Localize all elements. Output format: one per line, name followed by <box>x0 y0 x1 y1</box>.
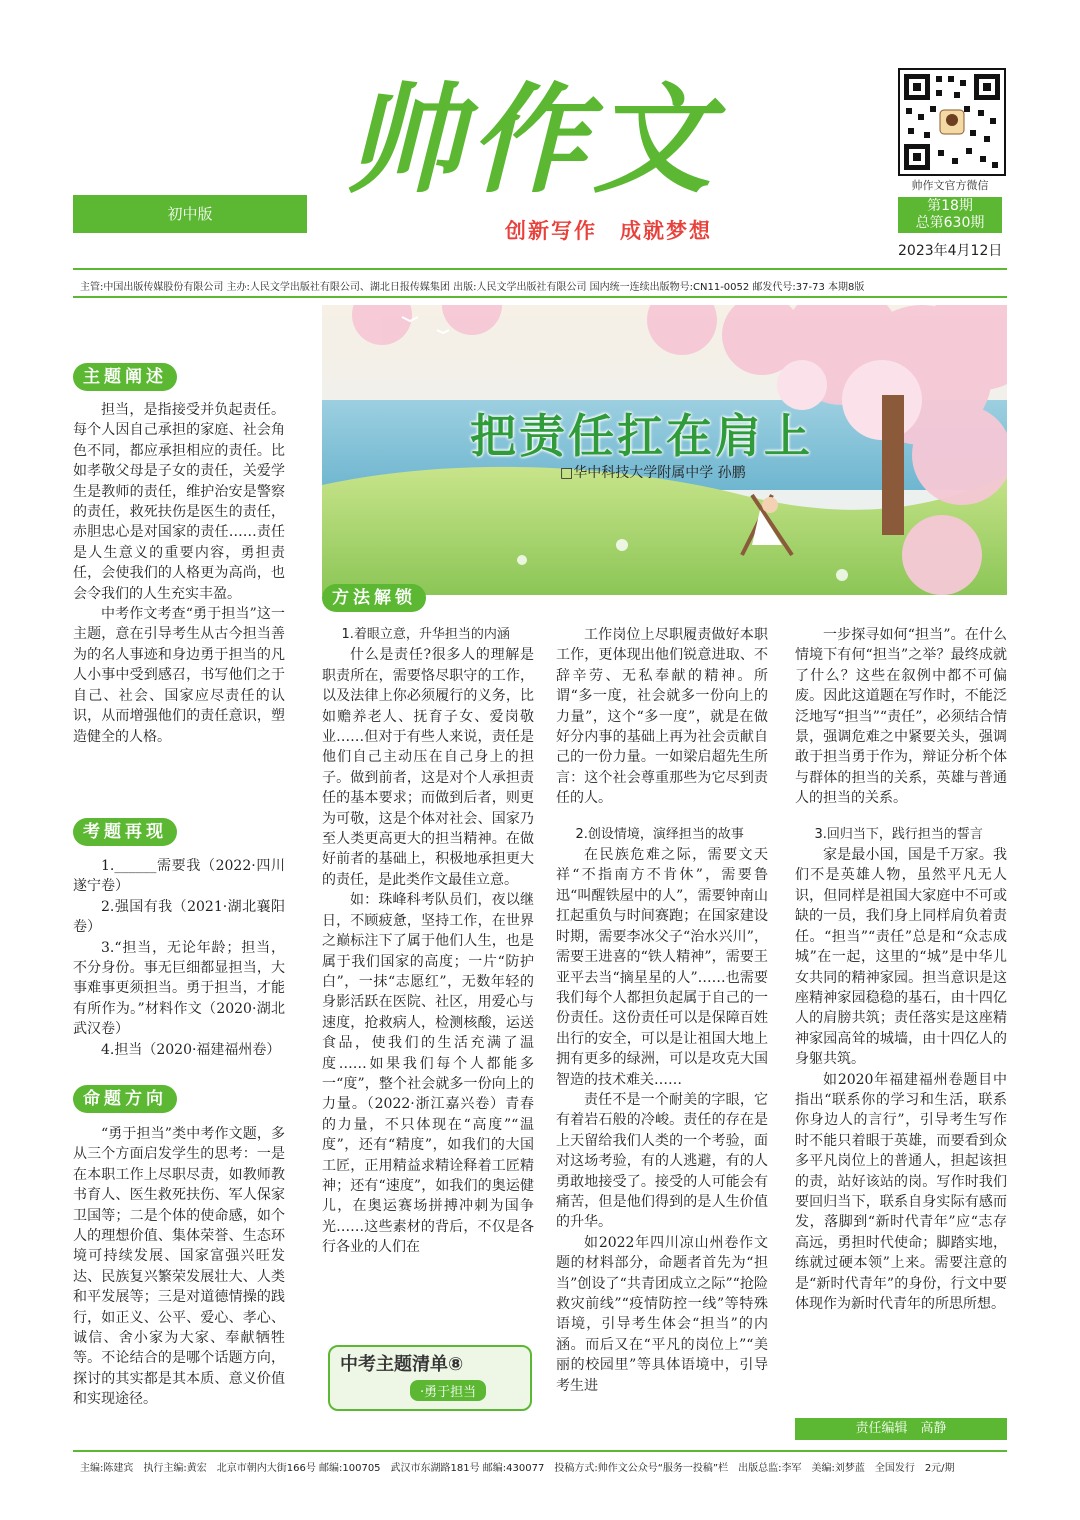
subheading-3: 3.回归当下，践行担当的誓言 <box>814 826 983 842</box>
theme-paragraph-1: 担当，是指接受并负起责任。每个人因自己承担的家庭、社会角色不同，都应承担相应的责任。比如孝敬父母是子女的责任，关爱学生是教师的责任，维护治安是警察的责任，救死扶伤是医生的责任，赤胆忠心是对国家的责任……责任是人生意义的重要内容，勇担责任，会使我们的人格更为高尚，也会令我们的人生充实丰盈。 <box>73 402 285 602</box>
publisher-info: 主管:中国出版传媒股份有限公司 主办:人民文学出版社有限公司、湖北日报传媒集团 出版:人民文学出版社有限公司 国内统一连续出版物号:CN11-0052 邮发代号:37-73 本期8版 <box>80 282 865 293</box>
spacer <box>556 809 768 825</box>
subheading-1: 1.着眼立意，升华担当的内涵 <box>341 627 510 642</box>
logo-text: 帅作文 <box>345 71 718 209</box>
method-paragraph-2: 如：珠峰科考队员们，夜以继日，不顾疲惫，坚持工作，在世界之巅标注下了属于他们人生，也是属于我们国家的高度；一片“防护白”，一抹“志愿红”，无数年轻的身影活跃在医院、社区，用爱心与速度，抢救病人，检测核酸，运送食品，使我们的生活充满了温度……如果我们每个人都能多一“度”，整个社会就多一份向上的力量。（2022·浙江嘉兴卷）青春的力量，不只体现在“高度”“温度”，还有“精度”，如我们的大国工匠，正用精益求精诠释着工匠精神；还有“速度”，如我们的奥运健儿，在奥运赛场拼搏冲刺为国争光……这些素材的背后，不仅是各行各业的人们在 <box>322 892 534 1256</box>
method-paragraph-6: 如2022年四川凉山州卷作文题的材料部分，命题者首先为“担当”创设了“共青团成立之际”“抢险救灾前线”“疫情防控一线”等特殊语境，引导考生体会“担当”的内涵。而后又在“平凡的岗位上”“美丽的校园里”等具体语境中，引导考生进 <box>556 1234 768 1394</box>
exam-list <box>73 856 285 1060</box>
method-paragraph-1: 什么是责任?很多人的理解是职责所在，需要恪尽职守的工作，以及法律上你必须履行的义务，比如赡养老人、抚育子女、爱岗敬业……但对于有些人来说，责任是他们自己主动压在自己身上的担子。做到前者，这是对个人承担责任的基本要求；而做到后者，则更为可敬，这是个体对社会、国家乃至人类更高更大的担当精神。在做好前者的基础上，积极地承担更大的责任，是此类作文最佳立意。 <box>322 647 534 888</box>
method-paragraph-3: 工作岗位上尽职履责做好本职工作，更体现出他们锐意进取、不辞辛劳、无私奉献的精神。所谓“多一度，社会就多一份向上的力量”，这个“多一度”，就是在做好分内事的基础上再为社会贡献自己的一份力量。一如梁启超先生所言：这个社会尊重那些为它尽到责任的人。 <box>556 627 768 807</box>
exam-item-3: 3.“担当，无论年龄；担当，不分身份。事无巨细都显担当，大事难事更须担当。勇于担当，才能有所作为。”材料作文（2020·湖北武汉卷） <box>73 939 285 1038</box>
footer-info: 主编:陈建宾 执行主编:黄宏 北京市朝内大街166号 邮编:100705 武汉市东湖路181号 邮编:430077 投稿方式:帅作文公众号“服务一投稿”栏 出版总监:李军 美编:刘梦蓝 全国发行 2元/期 <box>80 1463 955 1474</box>
method-paragraph-9: 如2020年福建福州卷题目中指出“联系你的学习和生活，联系你身边人的言行”，引导考生写作时不能只着眼于英雄，而要看到众多平凡岗位上的普通人，担起该担的责，站好该站的岗。写作时我们要回归当下，联系自身实际有感而发，落脚到“新时代青年”应“志存高远，勇担时代使命；脚踏实地，练就过硬本领”上来。需要注意的是“新时代青年”的身份，行文中要体现作为新时代青年的所思所想。 <box>795 1071 1007 1312</box>
issue-number: 第18期 <box>927 198 973 214</box>
article-author: □华中科技大学附属中学 孙鹏 <box>560 465 746 481</box>
method-column-3 <box>556 625 768 1396</box>
qr-code-icon <box>898 68 1006 176</box>
total-issue-number: 总第630期 <box>915 215 985 231</box>
method-paragraph-5: 责任不是一个耐美的字眼，它有着岩石般的冷峻。责任的存在是上天留给我们人类的一个考验，面对这场考验，有的人逃避，有的人勇敢地接受了。接受的人可能会有痛苦，但是他们得到的是人生价值的升华。 <box>556 1091 768 1231</box>
method-paragraph-8: 家是最小国，国是千万家。我们不是英雄人物，虽然平凡无人识，但同样是祖国大家庭中不可或缺的一员，我们身上同样肩负着责任。“担当”“责任”总是和“众志成城”在一起，这里的“城”是中华儿女共同的精神家园。担当意识是这座精神家园稳稳的基石，由十四亿人的肩膀共筑；责任落实是这座精神家园高耸的城墙，由十四亿人的身躯共筑。 <box>795 847 1007 1068</box>
edition-badge: 初中版 <box>73 195 307 233</box>
header-rule-bottom <box>73 296 1007 298</box>
subheading-2: 2.创设情境，演绎担当的故事 <box>575 826 744 842</box>
section-tag-method: 方法解锁 <box>322 584 426 612</box>
topic-list-subtitle: ·勇于担当 <box>410 1380 486 1401</box>
topic-list-title: 中考主题清单⑧ <box>340 1354 464 1375</box>
direction-text <box>73 1124 285 1410</box>
section-tag-theme: 主题阐述 <box>73 363 177 391</box>
masthead-logo <box>345 50 745 230</box>
qr-caption: 帅作文官方微信 <box>911 179 989 192</box>
responsible-editor: 责任编辑 高静 <box>795 1418 1007 1440</box>
header-rule-top <box>73 268 1007 270</box>
method-column-2 <box>322 625 534 1258</box>
issue-box <box>898 197 1002 233</box>
issue-date: 2023年4月12日 <box>898 243 1003 259</box>
method-column-4 <box>795 625 1007 1314</box>
section-tag-direction: 命题方向 <box>73 1085 177 1113</box>
method-paragraph-4: 在民族危难之际，需要文天祥“不指南方不肯休”，需要鲁迅“叫醒铁屋中的人”，需要钟南山扛起重负与时间赛跑；在国家建设时期，需要李冰父子“治水兴川”，需要王进喜的“铁人精神”，需要王亚平去当“摘星星的人”……也需要我们每个人都担负起属于自己的一份责任。这份责任可以是保障百姓出行的安全，可以是让祖国大地上拥有更多的绿洲，可以是攻克大国智造的技术难关…… <box>556 847 768 1088</box>
footer-rule <box>73 1450 1007 1452</box>
exam-item-2: 2.强国有我（2021·湖北襄阳卷） <box>73 898 285 936</box>
theme-paragraph-2: 中考作文考查“勇于担当”这一主题，意在引导考生从古今担当善为的名人事迹和身边勇于担当的凡人小事中受到感召，书写他们之于自己、社会、国家应尽责任的认识，从而增强他们的责任意识，塑造健全的人格。 <box>73 606 285 745</box>
spacer <box>795 809 1007 825</box>
article-title: 把责任扛在肩上 <box>470 409 813 463</box>
theme-text <box>73 400 285 747</box>
direction-paragraph: “勇于担当”类中考作文题，多从三个方面启发学生的思考：一是在本职工作上尽职尽责，如教师教书育人、医生救死扶伤、军人保家卫国等；二是个体的使命感，如个人的理想价值、集体荣誉、生态环境可持续发展、国家富强兴旺发达、民族复兴繁荣发展壮大、人类和平发展等；三是对道德情操的践行，如正义、公平、爱心、孝心、诚信、舍小家为大家、奉献牺牲等。不论结合的是哪个话题方向，探讨的其实都是其本质、意义价值和实现途径。 <box>73 1126 285 1408</box>
exam-item-1: 1.______需要我（2022·四川遂宁卷） <box>73 858 285 895</box>
exam-item-4: 4.担当（2020·福建福州卷） <box>101 1041 281 1058</box>
section-tag-exam: 考题再现 <box>73 818 177 846</box>
slogan: 创新写作 成就梦想 <box>505 219 712 243</box>
method-paragraph-7: 一步探寻如何“担当”。在什么情境下有何“担当”之举？最终成就了什么？这些在叙例中都不可偏废。因此这道题在写作时，不能泛泛地写“担当”“责任”，必须结合情景，强调危难之中紧要关头，强调敢于担当勇于作为，辩证分析个体与群体的担当的关系，英雄与普通人的担当的关系。 <box>795 627 1007 807</box>
